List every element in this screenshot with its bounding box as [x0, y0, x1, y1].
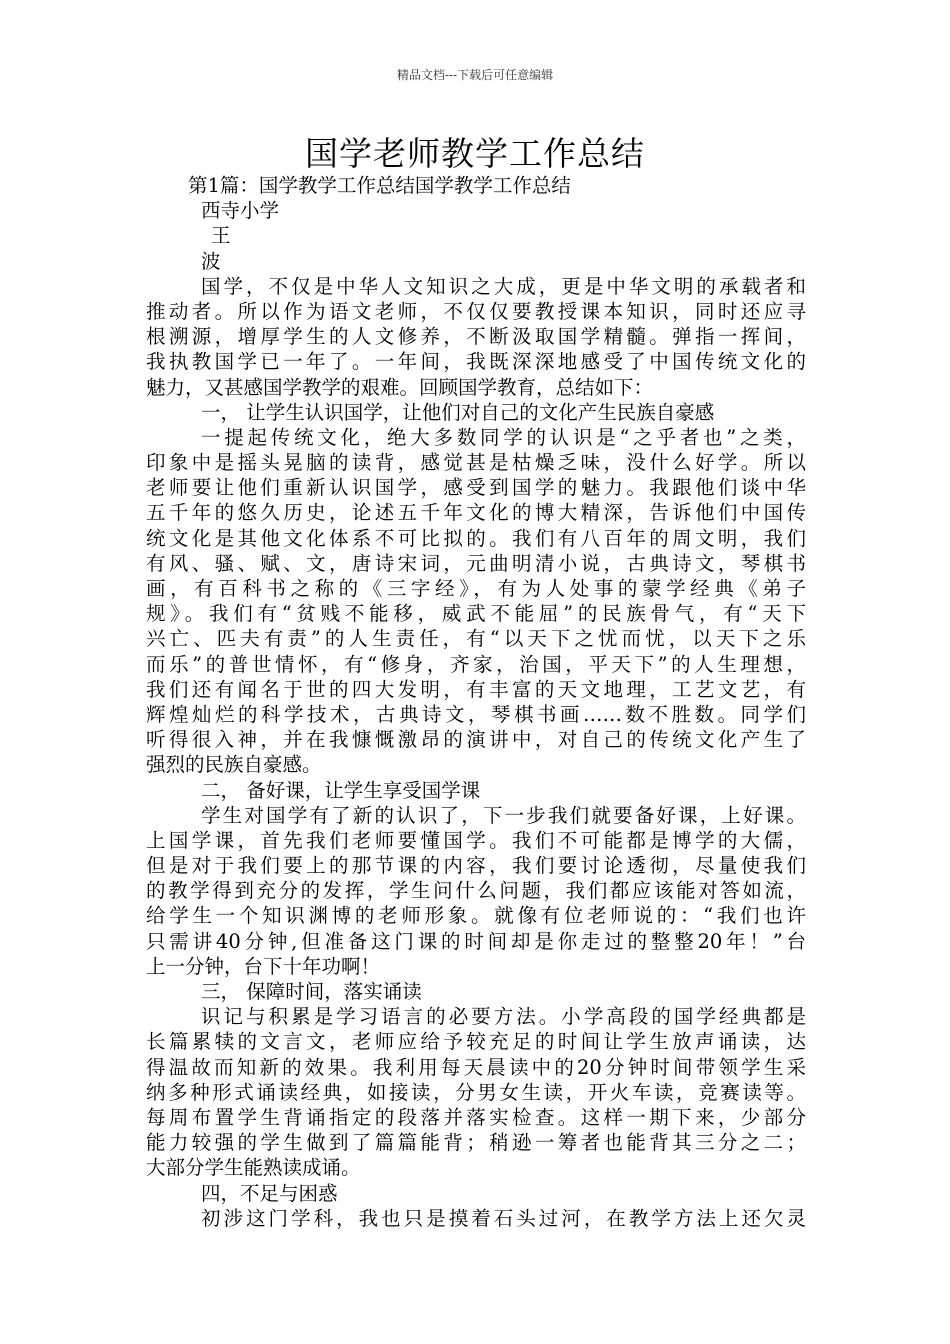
text-line: 上一分钟，台下十年功啊！ — [146, 954, 381, 978]
text-line: 第1篇：国学教学工作总结国学教学工作总结 — [188, 174, 571, 197]
text-line: 兴亡、匹夫有责”的人生责任，有“以天下之忧而忧，以天下之乐 — [146, 627, 806, 651]
text-line: 只需讲40分钟,但准备这门课的时间却是你走过的整整20年！”台 — [146, 929, 806, 953]
text-line: 老师要让他们重新认识国学，感受到国学的魅力。我跟他们谈中华 — [146, 476, 806, 500]
text-line: 能力较强的学生做到了篇篇能背；稍逊一筹者也能背其三分之二； — [146, 1131, 806, 1155]
text-line: 大部分学生能熟读成诵。 — [146, 1156, 361, 1180]
text-line: 辉煌灿烂的科学技术，古典诗文，琴棋书画……数不胜数。同学们 — [146, 702, 806, 726]
text-line: 一， 让学生认识国学，让他们对自己的文化产生民族自豪感 — [201, 400, 715, 424]
text-line: 国学，不仅是中华人文知识之大成，更是中华文明的承载者和 — [201, 274, 806, 298]
text-line: 纳多种形式诵读经典，如接读，分男女生读，开火车读，竞赛读等。 — [146, 1080, 806, 1104]
text-line: 有风、骚、赋、文，唐诗宋词，元曲明清小说，古典诗文，琴棋书 — [146, 551, 806, 575]
text-line: 魅力，又甚感国学教学的艰难。回顾国学教育，总结如下： — [146, 375, 654, 399]
text-line: 统文化是其他文化体系不可比拟的。我们有八百年的周文明，我们 — [146, 526, 806, 550]
text-line: 推动者。所以作为语文老师，不仅仅要教授课本知识，同时还应寻 — [146, 299, 806, 323]
text-line: 五千年的悠久历史，论述五千年文化的博大精深，告诉他们中国传 — [146, 501, 806, 525]
page-header: 精品文档---下载后可任意编辑 — [396, 68, 554, 82]
text-line: 我们还有闻名于世的四大发明，有丰富的天文地理，工艺文艺，有 — [146, 677, 806, 701]
text-line: 学生对国学有了新的认识了，下一步我们就要备好课，上好课。 — [201, 803, 806, 827]
text-line: 根溯源，增厚学生的人文修养，不断汲取国学精髓。弹指一挥间， — [146, 325, 806, 349]
text-line: 得温故而知新的效果。我利用每天晨读中的20分钟时间带领学生采 — [146, 1055, 806, 1079]
text-line: 的教学得到充分的发挥，学生问什么问题，我们都应该能对答如流， — [146, 879, 806, 903]
text-line: 每周布置学生背诵指定的段落并落实检查。这样一期下来，少部分 — [146, 1105, 806, 1129]
text-line: 上国学课，首先我们老师要懂国学。我们不可能都是博学的大儒， — [146, 828, 806, 852]
text-line: 但是对于我们要上的那节课的内容，我们要讨论透彻，尽量使我们 — [146, 854, 806, 878]
document-body — [146, 173, 806, 1231]
text-line: 而乐”的普世情怀，有“修身，齐家，治国，平天下”的人生理想， — [146, 652, 806, 676]
text-line: 波 — [201, 249, 221, 273]
text-line: 一提起传统文化，绝大多数同学的认识是“之乎者也”之类， — [201, 425, 806, 449]
text-line: 听得很入神，并在我慷慨激昂的演讲中，对自己的传统文化产生了 — [146, 728, 806, 752]
text-line: 给学生一个知识渊博的老师形象。就像有位老师说的：“我们也许 — [146, 904, 806, 928]
text-line: 西寺小学 — [201, 199, 280, 223]
text-line: 二， 备好课，让学生享受国学课 — [201, 778, 481, 802]
text-line: 四，不足与困惑 — [201, 1181, 338, 1205]
text-line: 画，有百科书之称的《三字经》，有为人处事的蒙学经典《弟子 — [146, 577, 806, 600]
text-line: 规》。我们有“贫贱不能移，威武不能屈”的民族骨气，有“天下 — [146, 602, 806, 626]
text-line: 强烈的民族自豪感。 — [146, 753, 322, 777]
document-title: 国学老师教学工作总结 — [305, 134, 645, 173]
text-line: 三， 保障时间，落实诵读 — [201, 980, 422, 1003]
text-line: 王 — [211, 224, 231, 248]
text-line: 印象中是摇头晃脑的读背，感觉甚是枯燥乏味，没什么好学。所以 — [146, 451, 806, 475]
text-line: 初涉这门学科，我也只是摸着石头过河，在教学方法上还欠灵 — [201, 1206, 806, 1230]
text-line: 长篇累犊的文言文，老师应给予较充足的时间让学生放声诵读，达 — [146, 1030, 806, 1054]
text-line: 识记与积累是学习语言的必要方法。小学高段的国学经典都是 — [201, 1005, 806, 1029]
text-line: 我执教国学已一年了。一年间，我既深深地感受了中国传统文化的 — [146, 350, 806, 374]
